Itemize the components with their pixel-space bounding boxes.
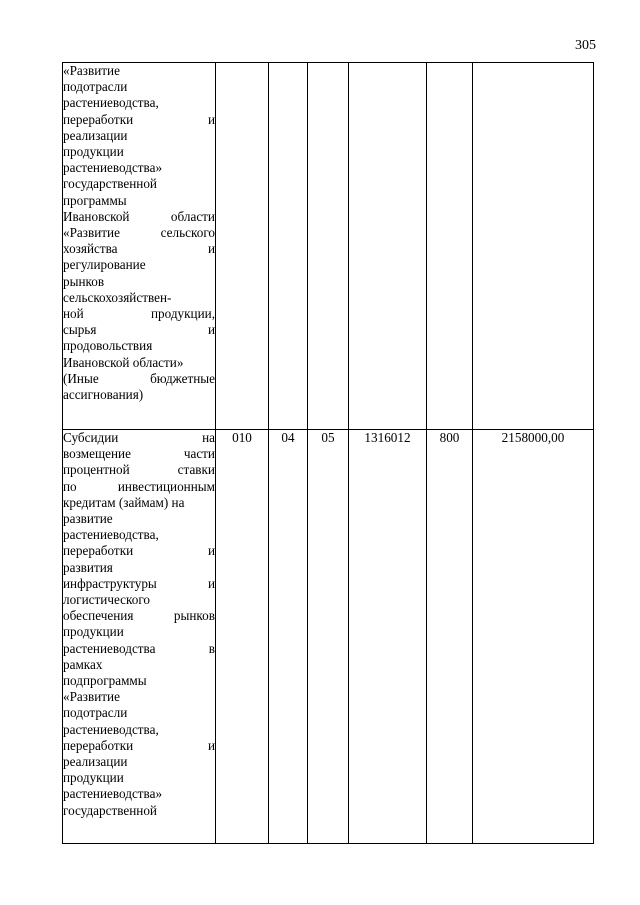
description-word: инвестиционным	[117, 478, 215, 494]
description-line	[63, 705, 215, 721]
description-line	[63, 527, 215, 543]
description-word: рынков	[173, 608, 215, 624]
description-word: процентной	[63, 462, 130, 478]
description-line	[63, 144, 215, 160]
description-line	[63, 495, 215, 511]
description-word: переработки	[63, 543, 134, 559]
description-word: Ивановской	[63, 208, 130, 224]
description-word: рынков	[63, 273, 105, 289]
description-word: Ивановской области»	[63, 354, 184, 370]
description-line	[63, 560, 215, 576]
description-line	[63, 371, 215, 387]
description-line	[63, 446, 215, 462]
description-line	[63, 193, 215, 209]
description-word: реализации	[63, 754, 128, 770]
description-word: подпрограммы	[63, 673, 147, 689]
description-word: реализации	[63, 127, 128, 143]
page-number: 305	[575, 38, 596, 53]
description-word: переработки	[63, 111, 134, 127]
description-word: продукции,	[150, 306, 215, 322]
target-article-cell: 1316012	[349, 430, 427, 844]
description-cell	[63, 430, 216, 844]
description-word: и	[207, 111, 215, 127]
description-line	[63, 176, 215, 192]
description-line	[63, 95, 215, 111]
description-word: хозяйства	[63, 241, 118, 257]
description-line	[63, 786, 215, 802]
description-line	[63, 511, 215, 527]
description-line	[63, 770, 215, 786]
description-word: сельскохозяйствен-	[63, 289, 172, 305]
description-word: и	[207, 737, 215, 753]
description-word: продукции	[63, 770, 124, 786]
description-word: бюджетные	[150, 370, 215, 386]
ministry-cell: 010	[216, 430, 269, 844]
description-line	[63, 290, 215, 306]
description-line	[63, 803, 215, 819]
description-word: и	[207, 575, 215, 591]
description-line	[63, 387, 215, 403]
description-word: растениеводства,	[63, 527, 159, 543]
description-line	[63, 479, 215, 495]
description-word: Субсидии	[63, 430, 119, 445]
description-word: «Развитие	[63, 689, 120, 705]
description-line	[63, 738, 215, 754]
description-line	[63, 241, 215, 257]
description-word: в	[208, 640, 215, 656]
description-word: на	[202, 430, 215, 445]
description-word: регулирование	[63, 257, 146, 273]
description-word: государственной	[63, 176, 157, 192]
table-row	[63, 430, 594, 844]
description-cell	[63, 63, 216, 430]
description-line	[63, 592, 215, 608]
description-word: продукции	[63, 144, 124, 160]
description-line	[63, 63, 215, 79]
description-line	[63, 274, 215, 290]
subsection-cell: 05	[308, 430, 349, 844]
description-line	[63, 128, 215, 144]
section-cell: 04	[269, 430, 308, 844]
description-word: (Иные	[63, 370, 99, 386]
amount-cell: 2158000,00	[473, 430, 594, 844]
expense-type-cell	[427, 63, 473, 430]
description-word: развитие	[63, 511, 113, 527]
description-word: государственной	[63, 802, 157, 818]
description-line	[63, 160, 215, 176]
description-word: подотрасли	[63, 79, 128, 95]
description-word: области	[170, 208, 215, 224]
section-cell	[269, 63, 308, 430]
description-word: и	[207, 543, 215, 559]
description-word: кредитам (займам) на	[63, 494, 185, 510]
description-word: инфраструктуры	[63, 575, 157, 591]
description-line	[63, 338, 215, 354]
description-line	[63, 624, 215, 640]
ministry-cell	[216, 63, 269, 430]
description-word: обеспечения	[63, 608, 134, 624]
description-word: ной	[63, 306, 84, 322]
description-line	[63, 257, 215, 273]
description-line	[63, 608, 215, 624]
description-word: части	[183, 446, 215, 462]
description-word: возмещение	[63, 446, 131, 462]
description-line	[63, 722, 215, 738]
description-word: продукции	[63, 624, 124, 640]
description-line	[63, 543, 215, 559]
description-line	[63, 306, 215, 322]
description-word: растениеводства	[63, 640, 156, 656]
description-word: рамках	[63, 656, 103, 672]
amount-cell	[473, 63, 594, 430]
description-word: растениеводства»	[63, 786, 163, 802]
description-word: ассигнования)	[63, 387, 144, 403]
description-line	[63, 462, 215, 478]
description-line	[63, 689, 215, 705]
description-line	[63, 225, 215, 241]
description-word: растениеводства,	[63, 721, 159, 737]
description-line	[63, 430, 215, 446]
description-word: сырья	[63, 322, 97, 338]
description-word: переработки	[63, 737, 134, 753]
description-word: и	[207, 322, 215, 338]
description-word: «Развитие	[63, 225, 120, 241]
description-line	[63, 576, 215, 592]
description-word: по	[63, 478, 77, 494]
description-word: развития	[63, 559, 113, 575]
subsection-cell	[308, 63, 349, 430]
description-word: логистического	[63, 592, 150, 608]
description-line	[63, 209, 215, 225]
description-word: продовольствия	[63, 338, 153, 354]
table-row	[63, 63, 594, 430]
description-line	[63, 355, 215, 371]
expense-type-cell: 800	[427, 430, 473, 844]
description-word: подотрасли	[63, 705, 128, 721]
description-line	[63, 673, 215, 689]
description-line	[63, 657, 215, 673]
description-line	[63, 641, 215, 657]
description-word: растениеводства,	[63, 95, 159, 111]
description-word: программы	[63, 192, 127, 208]
description-word: ставки	[177, 462, 215, 478]
description-word: и	[207, 241, 215, 257]
target-article-cell	[349, 63, 427, 430]
description-line	[63, 322, 215, 338]
description-word: «Развитие	[63, 63, 120, 78]
description-line	[63, 112, 215, 128]
budget-table	[62, 62, 594, 844]
description-word: растениеводства»	[63, 160, 163, 176]
description-line	[63, 754, 215, 770]
description-word: сельского	[160, 225, 215, 241]
description-line	[63, 79, 215, 95]
